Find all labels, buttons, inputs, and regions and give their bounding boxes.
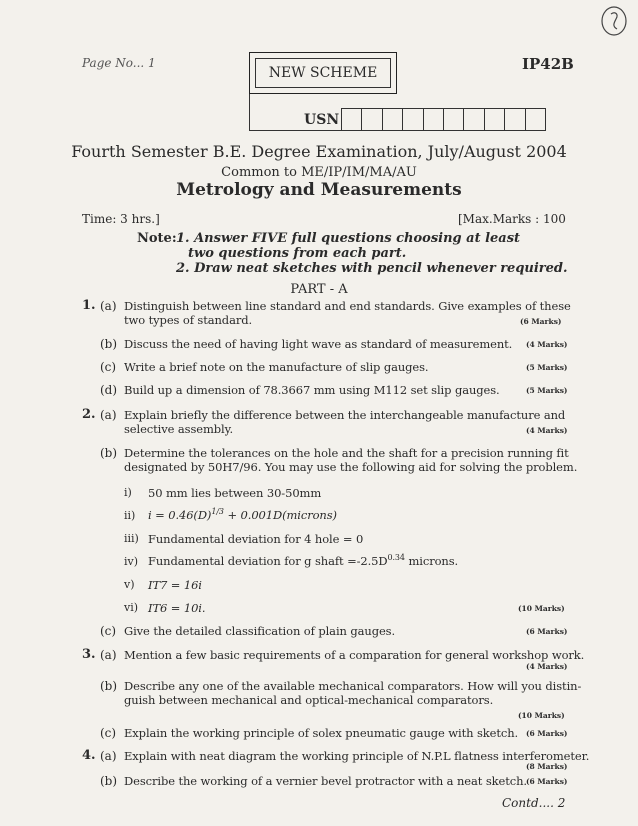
question-number: 2. <box>82 407 96 422</box>
question-text: two types of standard. <box>124 313 253 327</box>
subject-title: Metrology and Measurements <box>176 180 462 200</box>
marks-label: (5 Marks) <box>526 386 568 395</box>
marks-label: (5 Marks) <box>526 363 568 372</box>
question-text: designated by 50H7/96. You may use the following aid for solving the problem. <box>124 460 578 474</box>
sub-item-text: IT6 = 10i. <box>148 601 206 615</box>
sub-item-number: i) <box>124 486 132 499</box>
sub-item-formula: Fundamental deviation for g shaft $=-2.5D^{0.34}$ microns. <box>148 553 459 568</box>
question-letter: (c) <box>100 624 117 638</box>
question-letter: (d) <box>100 383 118 397</box>
question-number: 4. <box>82 748 96 763</box>
usn-box <box>423 108 444 131</box>
note-line-2: two questions from each part. <box>188 246 407 261</box>
question-letter: (b) <box>100 337 118 351</box>
question-text: Build up a dimension of 78.3667 mm using M112 set slip gauges. <box>124 383 500 397</box>
max-marks: [Max.Marks : 100 <box>458 212 566 226</box>
note-line-1: 1. Answer FIVE full questions choosing at least <box>176 231 521 246</box>
page-number: Page No... 1 <box>82 56 156 70</box>
continued-footer: Contd.... 2 <box>502 796 566 810</box>
question-letter: (c) <box>100 726 117 740</box>
question-text: Describe the working of a vernier bevel protractor with a neat sketch. <box>124 774 527 788</box>
usn-box <box>484 108 505 131</box>
marks-label: (6 Marks) <box>526 729 568 738</box>
question-number: 1. <box>82 298 96 313</box>
question-text: Explain with neat diagram the working principle of N.P.L flatness interferometer. <box>124 749 590 763</box>
common-to: Common to ME/IP/IM/MA/AU <box>221 165 417 180</box>
usn-label: USN <box>304 112 340 128</box>
exam-title: Fourth Semester B.E. Degree Examination, July/August 2004 <box>71 142 567 161</box>
usn-bracket-horizontal <box>249 130 343 131</box>
question-text: Mention a few basic requirements of a comparation for general workshop work. <box>124 648 585 662</box>
question-letter: (a) <box>100 299 117 313</box>
usn-box <box>361 108 382 131</box>
usn-box <box>504 108 525 131</box>
usn-box <box>525 108 546 131</box>
question-text: Explain the working principle of solex pneumatic gauge with sketch. <box>124 726 519 740</box>
note-line-3: 2. Draw neat sketches with pencil whenever required. <box>176 261 568 276</box>
question-letter: (b) <box>100 446 118 460</box>
usn-box <box>341 108 362 131</box>
usn-boxes <box>342 108 546 131</box>
question-text: Explain briefly the difference between the interchangeable manufacture and <box>124 408 566 422</box>
question-text: Distinguish between line standard and end standards. Give examples of these <box>124 299 571 313</box>
usn-box <box>382 108 403 131</box>
usn-box <box>443 108 464 131</box>
question-letter: (b) <box>100 679 118 693</box>
marks-label: (4 Marks) <box>526 340 568 349</box>
usn-box <box>463 108 484 131</box>
sub-item-number: v) <box>124 578 135 591</box>
question-number: 3. <box>82 647 96 662</box>
marks-label: (6 Marks) <box>520 317 562 326</box>
handwritten-page-mark-icon <box>598 2 630 38</box>
question-text: Give the detailed classification of plain gauges. <box>124 624 396 638</box>
sub-item-formula: $i = 0.46(D)^{1/3}$ + 0.001D(microns) <box>148 507 337 522</box>
question-text: Discuss the need of having light wave as standard of measurement. <box>124 337 513 351</box>
question-text: Determine the tolerances on the hole and the shaft for a precision running fit <box>124 446 569 460</box>
sub-item-text: Fundamental deviation for 4 hole = 0 <box>148 532 364 546</box>
question-letter: (a) <box>100 648 117 662</box>
sub-item-text: 50 mm lies between 30-50mm <box>148 486 322 500</box>
question-text: Describe any one of the available mechanical comparators. How will you distin- <box>124 679 582 693</box>
sub-item-number: ii) <box>124 509 136 522</box>
usn-bracket-vertical <box>249 94 250 130</box>
marks-label: (10 Marks) <box>518 711 565 720</box>
marks-label: (6 Marks) <box>526 777 568 786</box>
marks-label: (8 Marks) <box>526 762 568 771</box>
question-letter: (c) <box>100 360 117 374</box>
marks-label: (6 Marks) <box>526 627 568 636</box>
note-label: Note: <box>137 231 177 246</box>
question-text: selective assembly. <box>124 422 234 436</box>
sub-item-number: iv) <box>124 555 139 568</box>
usn-box <box>402 108 423 131</box>
marks-label: (10 Marks) <box>518 604 565 613</box>
question-letter: (b) <box>100 774 118 788</box>
question-text: guish between mechanical and optical-mechanical comparators. <box>124 693 494 707</box>
question-text: Write a brief note on the manufacture of slip gauges. <box>124 360 429 374</box>
question-letter: (a) <box>100 408 117 422</box>
question-letter: (a) <box>100 749 117 763</box>
exam-time: Time: 3 hrs.] <box>82 212 160 226</box>
paper-code: IP42B <box>522 55 574 73</box>
scheme-label: NEW SCHEME <box>255 58 391 88</box>
marks-label: (4 Marks) <box>526 662 568 671</box>
sub-item-number: iii) <box>124 532 139 545</box>
part-a-heading: PART - A <box>290 282 348 297</box>
marks-label: (4 Marks) <box>526 426 568 435</box>
sub-item-number: vi) <box>124 601 139 614</box>
sub-item-text: IT7 = 16i <box>148 578 202 592</box>
